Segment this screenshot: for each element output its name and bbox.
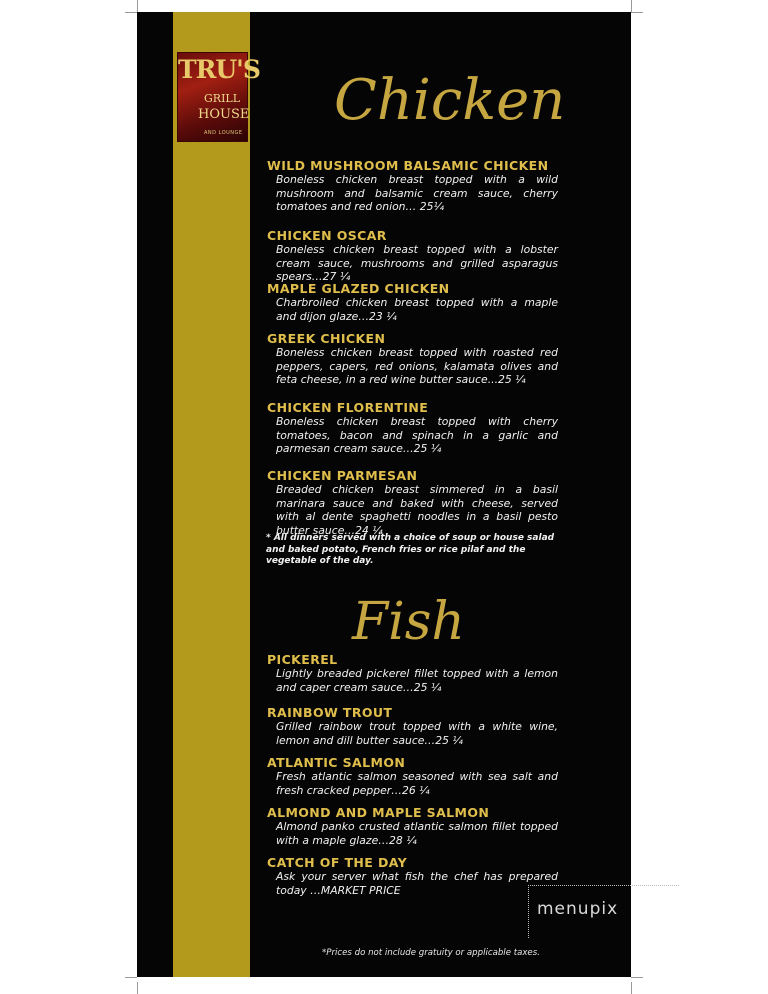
crop-mark	[137, 0, 138, 12]
crop-mark	[137, 982, 138, 994]
menu-item-title: PICKEREL	[267, 652, 338, 667]
menu-item-description: Boneless chicken breast topped with cherry tomatoes, bacon and spinach in a garlic and parmesan cream sauce…25 ¼	[276, 415, 558, 456]
menu-item-title: RAINBOW TROUT	[267, 705, 393, 720]
menu-item-title: CHICKEN PARMESAN	[267, 468, 418, 483]
logo-line-4: AND LOUNGE	[204, 130, 243, 136]
menu-item-description: Boneless chicken breast topped with a wild mushroom and balsamic cream sauce, cherry tomatoes and red onion… 25¼	[276, 173, 558, 214]
gold-stripe	[173, 12, 260, 977]
crop-mark	[631, 0, 632, 12]
price-footnote: *Prices do not include gratuity or applicable taxes.	[322, 948, 540, 958]
menu-item-description: Almond panko crusted atlantic salmon fillet topped with a maple glaze…28 ¼	[276, 820, 558, 847]
dinner-note: * All dinners served with a choice of soup or house salad and baked potato, French fries or rice pilaf and the vegetable of the day.	[266, 533, 555, 566]
crop-mark	[125, 12, 137, 13]
crop-mark	[125, 977, 137, 978]
menu-item-description: Breaded chicken breast simmered in a basil marinara sauce and baked with cheese, served with al dente spaghetti noodles in a basil pesto butter sauce…24 ¼	[276, 483, 558, 537]
logo-line-2: GRILL	[204, 92, 241, 105]
menu-item-description: Ask your server what fish the chef has prepared today …MARKET PRICE	[276, 870, 558, 897]
logo-line-1: TRU'S	[178, 55, 260, 84]
menu-item-title: ALMOND AND MAPLE SALMON	[267, 805, 490, 820]
menu-item-title: CHICKEN FLORENTINE	[267, 400, 429, 415]
restaurant-logo	[177, 52, 260, 142]
crop-mark	[631, 12, 643, 13]
menu-item-title: WILD MUSHROOM BALSAMIC CHICKEN	[267, 158, 549, 173]
menu-item-description: Boneless chicken breast topped with a lobster cream sauce, mushrooms and grilled asparagus spears…27 ¼	[276, 243, 558, 284]
menu-item-description: Lightly breaded pickerel fillet topped with a lemon and caper cream sauce…25 ¼	[276, 667, 558, 694]
menu-item-title: GREEK CHICKEN	[267, 331, 386, 346]
chicken-heading: Chicken	[334, 68, 566, 133]
menu-item-title: ATLANTIC SALMON	[267, 755, 406, 770]
menu-item-description: Fresh atlantic salmon seasoned with sea salt and fresh cracked pepper…26 ¼	[276, 770, 558, 797]
watermark-text: menupix	[537, 899, 619, 919]
menu-item-title: CATCH OF THE DAY	[267, 855, 408, 870]
watermark	[528, 885, 679, 938]
fish-heading: Fish	[352, 592, 465, 652]
menu-item-description: Boneless chicken breast topped with roasted red peppers, capers, red onions, kalamata olives and feta cheese, in a red wine butter sauce...25 ¼	[276, 346, 558, 387]
menu-item-description: Grilled rainbow trout topped with a white wine, lemon and dill butter sauce…25 ¼	[276, 720, 558, 747]
menu-item-title: MAPLE GLAZED CHICKEN	[267, 281, 450, 296]
crop-mark	[631, 982, 632, 994]
logo-line-3: HOUSE	[198, 107, 250, 122]
crop-mark	[631, 977, 643, 978]
menu-item-description: Charbroiled chicken breast topped with a maple and dijon glaze…23 ¼	[276, 296, 558, 323]
menu-item-title: CHICKEN OSCAR	[267, 228, 387, 243]
